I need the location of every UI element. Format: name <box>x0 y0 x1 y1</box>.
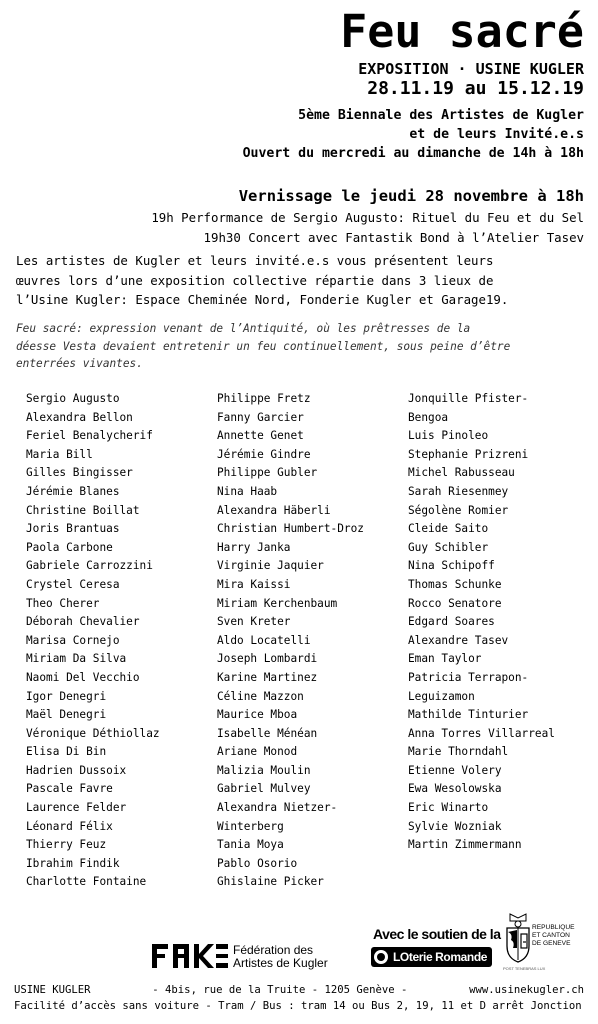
artist-name: Miriam Da Silva <box>26 652 127 666</box>
artist-name: Jonquille Pfister- <box>408 392 529 405</box>
artist-name: Véronique Déthiollaz <box>26 726 160 740</box>
artist-name: Christian Humbert-Droz <box>217 522 364 536</box>
artist-name: Gabriele Carrozzini <box>26 559 153 573</box>
artist-name: Sylvie Wozniak <box>408 819 502 833</box>
fak-line: Artistes de Kugler <box>233 956 328 970</box>
artist-name: Hadrien Dussoix <box>26 763 127 777</box>
artist-name: Nina Schipoff <box>408 559 495 573</box>
geneva-crest-icon <box>505 912 531 964</box>
footer-address-line <box>14 983 584 998</box>
artist-name: Malizia Moulin <box>217 763 311 777</box>
page-title: Feu sacré <box>340 5 584 58</box>
artist-name: Paola Carbone <box>26 540 113 554</box>
geneve-line: DE GENEVE <box>532 940 571 947</box>
artist-name: Christine Boillat <box>26 503 140 517</box>
artist-name: Philippe Fretz <box>217 392 311 405</box>
venue-address: - 4bis, rue de la Truite - 1205 Genève - <box>152 984 408 996</box>
loterie-name: LOterie Romande <box>393 950 488 964</box>
artist-name: Aldo Locatelli <box>217 633 311 647</box>
artist-name: Thierry Feuz <box>26 838 107 852</box>
support-label: Avec le soutien de la <box>373 926 501 942</box>
artist-name: Maria Bill <box>26 447 93 461</box>
artist-name: Cleide Saito <box>408 522 489 536</box>
artist-name: Etienne Volery <box>408 763 502 777</box>
definition-quote <box>16 320 586 373</box>
concert-line: 19h30 Concert avec Fantastik Bond à l’Atelier Tasev <box>203 230 584 245</box>
artist-name: Theo Cherer <box>26 596 100 610</box>
artist-name: Eric Winarto <box>408 801 489 815</box>
artist-name: Marisa Cornejo <box>26 633 120 647</box>
performance-line: 19h Performance de Sergio Augusto: Rituel du Feu et du Sel <box>151 210 584 225</box>
crest-motto: POST TENEBRAS LUX <box>503 966 546 971</box>
artist-name: Nina Haab <box>217 484 278 498</box>
footer-access-line: Facilité d’accès sans voiture - Tram / Bus : tram 14 ou Bus 2, 19, 11 et D arrêt Jonction <box>14 1000 582 1012</box>
artist-name: Winterberg <box>217 819 284 833</box>
artist-name: Miriam Kerchenbaum <box>217 596 338 610</box>
artist-name: Leguizamon <box>408 689 475 703</box>
artist-name: Céline Mazzon <box>217 689 304 703</box>
artist-name: Tania Moya <box>217 838 284 852</box>
artist-name: Pascale Favre <box>26 782 113 796</box>
fak-line: Fédération des <box>233 943 314 957</box>
artist-name: Sarah Riesenmey <box>408 484 509 498</box>
artist-name: Martin Zimmermann <box>408 838 522 852</box>
artist-name: Crystel Ceresa <box>26 577 120 591</box>
artist-name: Edgard Soares <box>408 615 495 629</box>
quote-line: Feu sacré: expression venant de l’Antiquité, où les prêtresses de la <box>16 322 471 335</box>
artist-column-2 <box>217 390 364 892</box>
opening-hours: Ouvert du mercredi au dimanche de 14h à 18h <box>242 146 584 161</box>
artist-name: Ghislaine Picker <box>217 875 324 889</box>
quote-line: enterrées vivantes. <box>16 357 143 370</box>
artist-name: Ewa Wesolowska <box>408 782 502 796</box>
invites-line: et de leurs Invité.e.s <box>409 127 584 142</box>
intro-line: œuvres lors d’une exposition collective répartie dans 3 lieux de <box>16 272 494 288</box>
vernissage-title: Vernissage le jeudi 28 novembre à 18h <box>238 187 584 205</box>
artist-name: Virginie Jaquier <box>217 559 324 573</box>
artist-name: Guy Schibler <box>408 540 489 554</box>
artist-name: Marie Thorndahl <box>408 745 509 759</box>
geneve-line: ET CANTON <box>532 932 570 939</box>
artist-name: Pablo Osorio <box>217 856 298 870</box>
artist-name: Ariane Monod <box>217 745 298 759</box>
artist-name: Alexandra Häberli <box>217 503 331 517</box>
republique-geneve <box>532 924 575 948</box>
artist-name: Ibrahim Findik <box>26 856 120 870</box>
artist-name: Elisa Di Bin <box>26 745 107 759</box>
intro-paragraph <box>16 251 584 310</box>
artist-name: Joris Brantuas <box>26 522 120 536</box>
artist-name: Alexandra Nietzer- <box>217 801 338 815</box>
artist-name: Thomas Schunke <box>408 577 502 591</box>
artist-name: Naomi Del Vecchio <box>26 670 140 684</box>
artist-name: Jérémie Blanes <box>26 484 120 498</box>
biennale-line: 5ème Biennale des Artistes de Kugler <box>298 108 584 123</box>
geneve-line: REPUBLIQUE <box>532 924 575 931</box>
artist-name: Stephanie Prizreni <box>408 447 529 461</box>
artist-name: Annette Genet <box>217 429 304 443</box>
artist-name: Laurence Felder <box>26 801 127 815</box>
artist-name: Mira Kaissi <box>217 577 291 591</box>
venue-name: USINE KUGLER <box>14 984 91 996</box>
artist-name: Jérémie Gindre <box>217 447 311 461</box>
artist-name: Ségolène Romier <box>408 503 509 517</box>
artist-name: Eman Taylor <box>408 652 482 666</box>
artist-name: Patricia Terrapon- <box>408 670 529 684</box>
artist-name: Léonard Félix <box>26 819 113 833</box>
artist-name: Charlotte Fontaine <box>26 875 147 889</box>
artist-name: Maurice Mboa <box>217 708 298 722</box>
artist-name: Luis Pinoleo <box>408 429 489 443</box>
fak-name <box>233 944 328 970</box>
artist-name: Mathilde Tinturier <box>408 708 529 722</box>
loterie-romande-logo <box>371 947 492 967</box>
exhibition-dates: 28.11.19 au 15.12.19 <box>367 78 584 99</box>
exhibition-subtitle: EXPOSITION · USINE KUGLER <box>358 60 584 78</box>
artist-name: Michel Rabusseau <box>408 466 515 480</box>
loterie-orb-icon <box>374 950 388 964</box>
artist-name: Gabriel Mulvey <box>217 782 311 796</box>
artist-name: Philippe Gubler <box>217 466 318 480</box>
artist-name: Anna Torres Villarreal <box>408 726 555 740</box>
artist-column-1 <box>26 390 160 892</box>
artist-name: Rocco Senatore <box>408 596 502 610</box>
artist-name: Alexandre Tasev <box>408 633 509 647</box>
artist-name: Sven Kreter <box>217 615 291 629</box>
quote-line: déesse Vesta devaient entretenir un feu continuellement, sous peine d’être <box>16 339 511 353</box>
artist-name: Sergio Augusto <box>26 392 120 405</box>
artist-column-3 <box>408 390 555 855</box>
artist-name: Joseph Lombardi <box>217 652 318 666</box>
artist-name: Bengoa <box>408 410 449 424</box>
artist-name: Feriel Benalycherif <box>26 429 153 443</box>
artist-name: Gilles Bingisser <box>26 466 133 480</box>
artist-name: Karine Martinez <box>217 670 318 684</box>
artist-name: Harry Janka <box>217 540 291 554</box>
venue-website[interactable]: www.usinekugler.ch <box>469 984 584 996</box>
artist-name: Alexandra Bellon <box>26 410 133 424</box>
artist-name: Isabelle Ménéan <box>217 726 318 740</box>
intro-line: l’Usine Kugler: Espace Cheminée Nord, Fonderie Kugler et Garage19. <box>16 292 509 307</box>
artist-name: Déborah Chevalier <box>26 615 140 629</box>
artist-name: Maël Denegri <box>26 708 107 722</box>
artist-name: Fanny Garcier <box>217 410 304 424</box>
artist-name: Igor Denegri <box>26 689 107 703</box>
fak-logo-icon <box>152 944 228 968</box>
intro-line: Les artistes de Kugler et leurs invité.e.s vous présentent leurs <box>16 253 494 268</box>
